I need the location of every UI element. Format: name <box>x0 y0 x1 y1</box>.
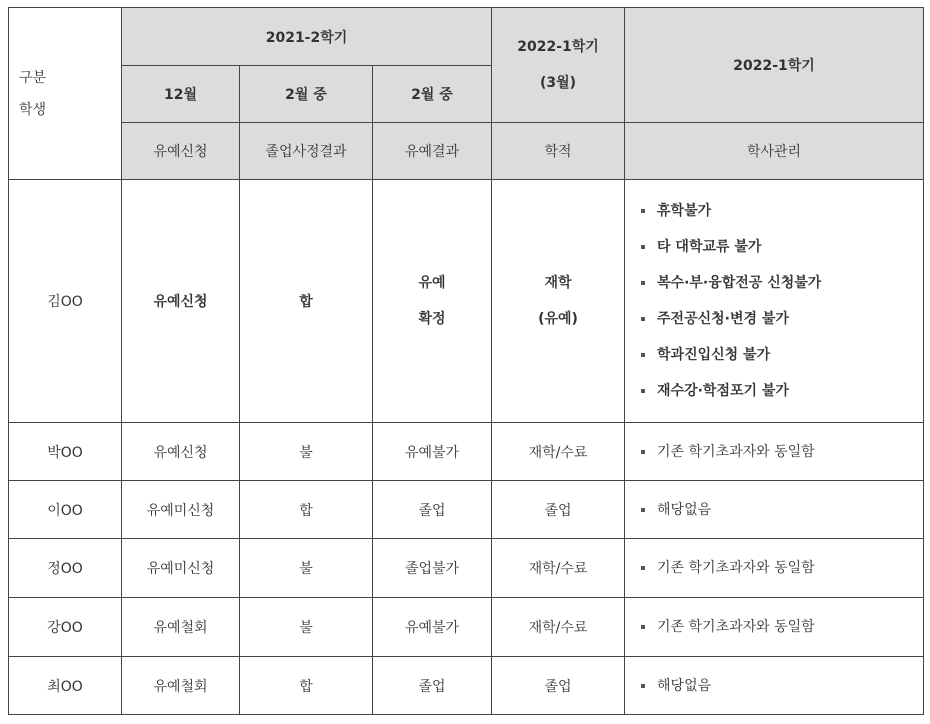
student-name: 최OO <box>9 657 122 715</box>
table-row <box>9 657 924 715</box>
student-name: 강OO <box>9 598 122 657</box>
result-cell: 유예불가 <box>373 423 492 481</box>
table-row <box>9 539 924 598</box>
review-cell: 불 <box>240 539 373 598</box>
header-col-apply: 유예신청 <box>122 123 240 180</box>
student-name: 정OO <box>9 539 122 598</box>
apply-cell: 유예철회 <box>122 598 240 657</box>
mgmt-cell <box>625 539 924 598</box>
deferment-table <box>8 7 924 715</box>
list-item: 복수·부·융합전공 신청불가 <box>641 265 923 301</box>
list-item: 휴학불가 <box>641 193 923 229</box>
header-month-feb-2: 2월 중 <box>373 66 492 123</box>
table-row <box>9 423 924 481</box>
mgmt-cell <box>625 657 924 715</box>
student-name: 이OO <box>9 481 122 539</box>
header-month-dec: 12월 <box>122 66 240 123</box>
list-item: 기존 학기초과자와 동일함 <box>641 434 923 470</box>
table-row <box>9 180 924 423</box>
list-item: 타 대학교류 불가 <box>641 229 923 265</box>
corner-label-category: 구분 <box>19 69 47 86</box>
mgmt-list <box>641 193 923 409</box>
result-cell: 졸업불가 <box>373 539 492 598</box>
status-line-2: (유예) <box>538 311 578 327</box>
status-cell: 졸업 <box>492 657 625 715</box>
mgmt-cell <box>625 423 924 481</box>
corner-label-student: 학생 <box>19 101 47 118</box>
status-cell: 졸업 <box>492 481 625 539</box>
header-col-review: 졸업사정결과 <box>240 123 373 180</box>
header-col-result: 유예결과 <box>373 123 492 180</box>
apply-cell: 유예철회 <box>122 657 240 715</box>
header-2021-2: 2021-2학기 <box>122 8 492 66</box>
list-item: 해당없음 <box>641 668 923 704</box>
header-month-feb-1: 2월 중 <box>240 66 373 123</box>
list-item: 재수강·학점포기 불가 <box>641 373 923 409</box>
result-line-2: 확정 <box>418 311 446 327</box>
list-item: 해당없음 <box>641 492 923 528</box>
mgmt-cell <box>625 180 924 423</box>
student-name: 박OO <box>9 423 122 481</box>
list-item: 기존 학기초과자와 동일함 <box>641 550 923 586</box>
review-cell: 합 <box>240 180 373 423</box>
apply-cell: 유예신청 <box>122 180 240 423</box>
review-cell: 불 <box>240 598 373 657</box>
mgmt-cell <box>625 598 924 657</box>
corner-header <box>9 8 122 180</box>
apply-cell: 유예미신청 <box>122 539 240 598</box>
header-2022-1-label: 2022-1학기 <box>517 39 599 55</box>
header-2022-1-march <box>492 8 625 123</box>
list-item: 학과진입신청 불가 <box>641 337 923 373</box>
status-cell <box>492 180 625 423</box>
apply-cell: 유예신청 <box>122 423 240 481</box>
result-cell: 졸업 <box>373 481 492 539</box>
header-col-status: 학적 <box>492 123 625 180</box>
result-line-1: 유예 <box>418 275 446 291</box>
student-name: 김OO <box>9 180 122 423</box>
status-line-1: 재학 <box>544 275 572 291</box>
header-2022-1: 2022-1학기 <box>625 8 924 123</box>
header-col-mgmt: 학사관리 <box>625 123 924 180</box>
result-cell: 졸업 <box>373 657 492 715</box>
result-cell <box>373 180 492 423</box>
table-row <box>9 598 924 657</box>
list-item: 기존 학기초과자와 동일함 <box>641 609 923 645</box>
header-march-label: (3월) <box>540 75 577 91</box>
status-cell: 재학/수료 <box>492 423 625 481</box>
status-cell: 재학/수료 <box>492 539 625 598</box>
apply-cell: 유예미신청 <box>122 481 240 539</box>
status-cell: 재학/수료 <box>492 598 625 657</box>
result-cell: 유예불가 <box>373 598 492 657</box>
review-cell: 불 <box>240 423 373 481</box>
list-item: 주전공신청·변경 불가 <box>641 301 923 337</box>
review-cell: 합 <box>240 481 373 539</box>
table-row <box>9 481 924 539</box>
review-cell: 합 <box>240 657 373 715</box>
mgmt-cell <box>625 481 924 539</box>
